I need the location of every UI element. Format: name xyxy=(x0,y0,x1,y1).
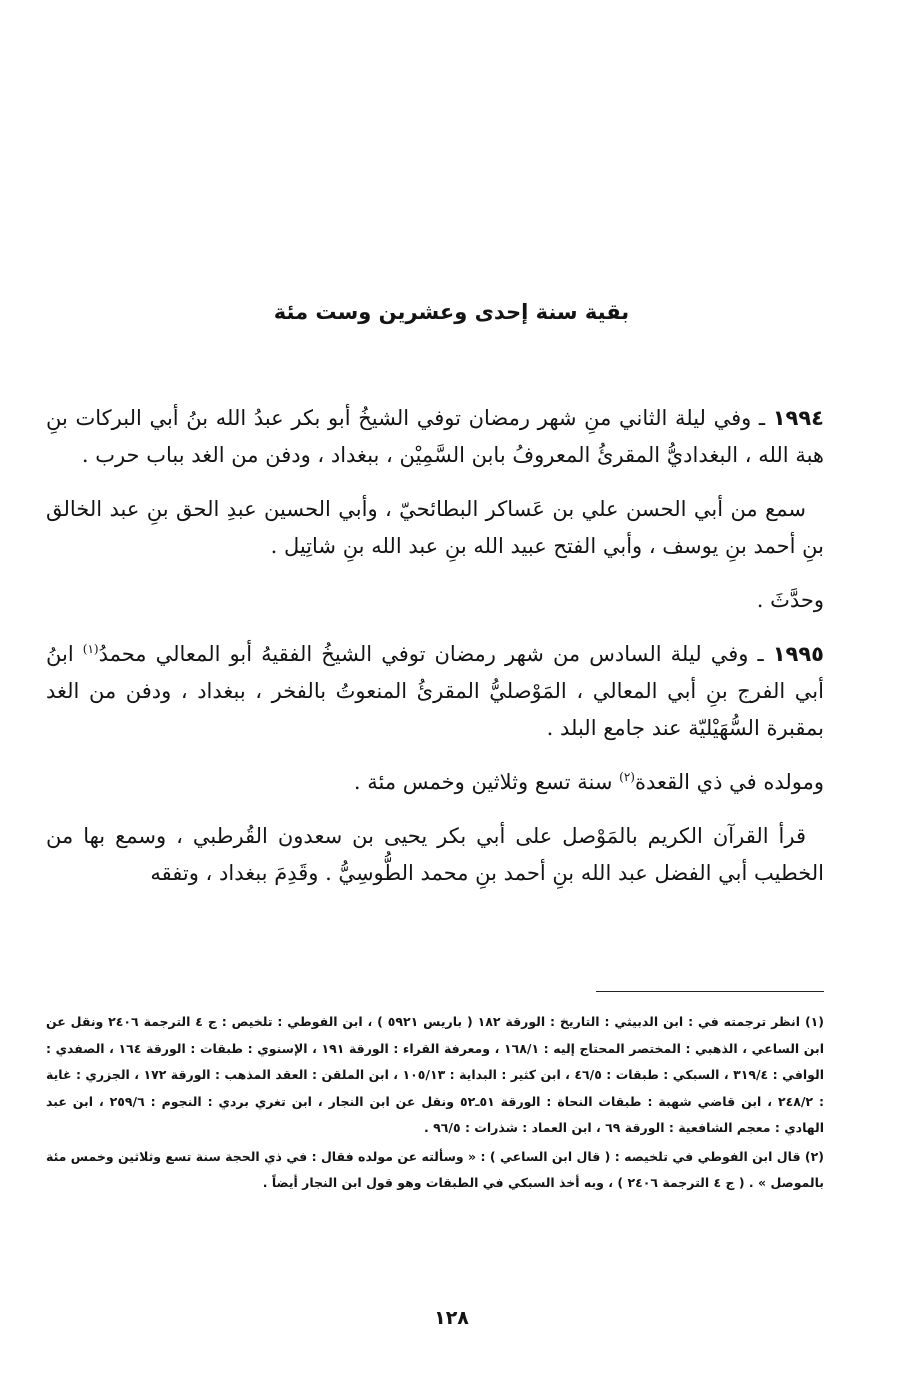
entry-1995-paragraph-1 xyxy=(46,636,824,747)
footnote-divider xyxy=(596,991,824,992)
footnote-1 xyxy=(46,1009,824,1142)
footnote-2 xyxy=(46,1144,824,1197)
entry-text: ابنُ أبي الفرج بنِ أبي المعالي ، المَوْصليُّ المقرئُ المنعوتُ بالفخر ، ببغداد ، ودفن من الغد بمقبرة السُّهَيْليّة عند جامع البلد . xyxy=(46,642,824,740)
entry-1994-paragraph-1 xyxy=(46,400,824,474)
entry-1994-paragraph-2: سمع من أبي الحسن علي بن عَساكر البطائحيّ ، وأبي الحسين عبدِ الحق بنِ عبد الخالق بنِ أحمد بنِ يوسف ، وأبي الفتح عبيد الله بنِ عبد الله بنِ شاتِيل . xyxy=(46,497,824,558)
footnote-mark: (٢) xyxy=(804,1148,824,1164)
entry-1994-paragraph-3: وحدَّثَ . xyxy=(756,588,824,612)
footnotes xyxy=(46,1009,824,1199)
section-heading: بقية سنة إحدى وعشرين وست مئة xyxy=(273,300,630,324)
entry-number: ١٩٩٥ xyxy=(772,642,824,666)
main-text xyxy=(46,400,824,909)
entry-text: ـ وفي ليلة الثاني منِ شهر رمضان توفي الشيخُ أبو بكر عبدُ الله بنُ أبي البركات بنِ هبة الله ، البغداديُّ المقرئُ المعروفُ بابن السَّمِيْن ، ببغداد ، ودفن من الغد بباب حرب . xyxy=(46,406,824,467)
footnote-mark: (١) xyxy=(804,1014,825,1029)
entry-1995-paragraph-2 xyxy=(46,764,824,801)
entry-text: ـ وفي ليلة السادس من شهر رمضان توفي الشيخُ الفقيهُ أبو المعالي محمدُ xyxy=(98,642,764,666)
footnote-marker[interactable]: (٢) xyxy=(619,770,635,784)
page-number: ١٢٨ xyxy=(434,1307,469,1329)
entry-text: سنة تسع وثلاثين وخمس مئة . xyxy=(353,770,613,794)
footnote-text: قال ابن الفوطي في تلخيصه : ( قال ابن الساعي ) : « وسألته عن مولده فقال : في ذي الحجة سنة تسع وثلاثين وخمس مئة بالموصل » . ( ج ٤ الترجمة ٢٤٠٦ ) ، وبه أخذ السبكي في الطبقات وهو قول ابن النجار أيضاً . xyxy=(46,1148,824,1190)
footnote-text: انظر ترجمته في : ابن الدبيثي : التاريخ : الورقة ١٨٢ ( باريس ٥٩٢١ ) ، ابن الفوطي : تلخيص : ج ٤ الترجمة ٢٤٠٦ ونقل عن ابن الساعي ، الذهبي : المختصر المحتاج إليه : ١٦٨/١ ، ومعرفة القراء : الورقة ١٩١ ، الإسنوي : طبقات : الورقة ١٦٤ ، الصفدي : الوافي : ٣١٩/٤ ، السبكي : طبقات : ٤٦/٥ ، ابن كثير : البداية : ١٠٥/١٣ ، ابن الملقن : العقد المذهب : الورقة ١٧٢ ، الجزري : غاية : ٢٤٨/٢ ، ابن قاضي شهبة : طبقات النحاة : الورقة ٥١ـ٥٢ ونقل عن ابن النجار ، ابن تغري بردي : النجوم : ٢٥٩/٦ ، ابن عبد الهادي : معجم الشافعية : الورقة ٦٩ ، ابن العماد : شذرات : ٩٦/٥ . xyxy=(46,1014,824,1135)
entry-text: ومولده في ذي القعدة xyxy=(634,770,824,794)
entry-number: ١٩٩٤ xyxy=(772,406,824,430)
footnote-marker[interactable]: (١) xyxy=(82,642,99,656)
entry-1995-paragraph-3: قرأ القرآن الكريم بالمَوْصل على أبي بكر يحيى بن سعدون القُرطبي ، وسمع بها من الخطيب أبي الفضل عبد الله بنِ أحمد بنِ محمد الطُّوسِيُّ . وقَدِمَ ببغداد ، وتفقه xyxy=(46,824,824,885)
